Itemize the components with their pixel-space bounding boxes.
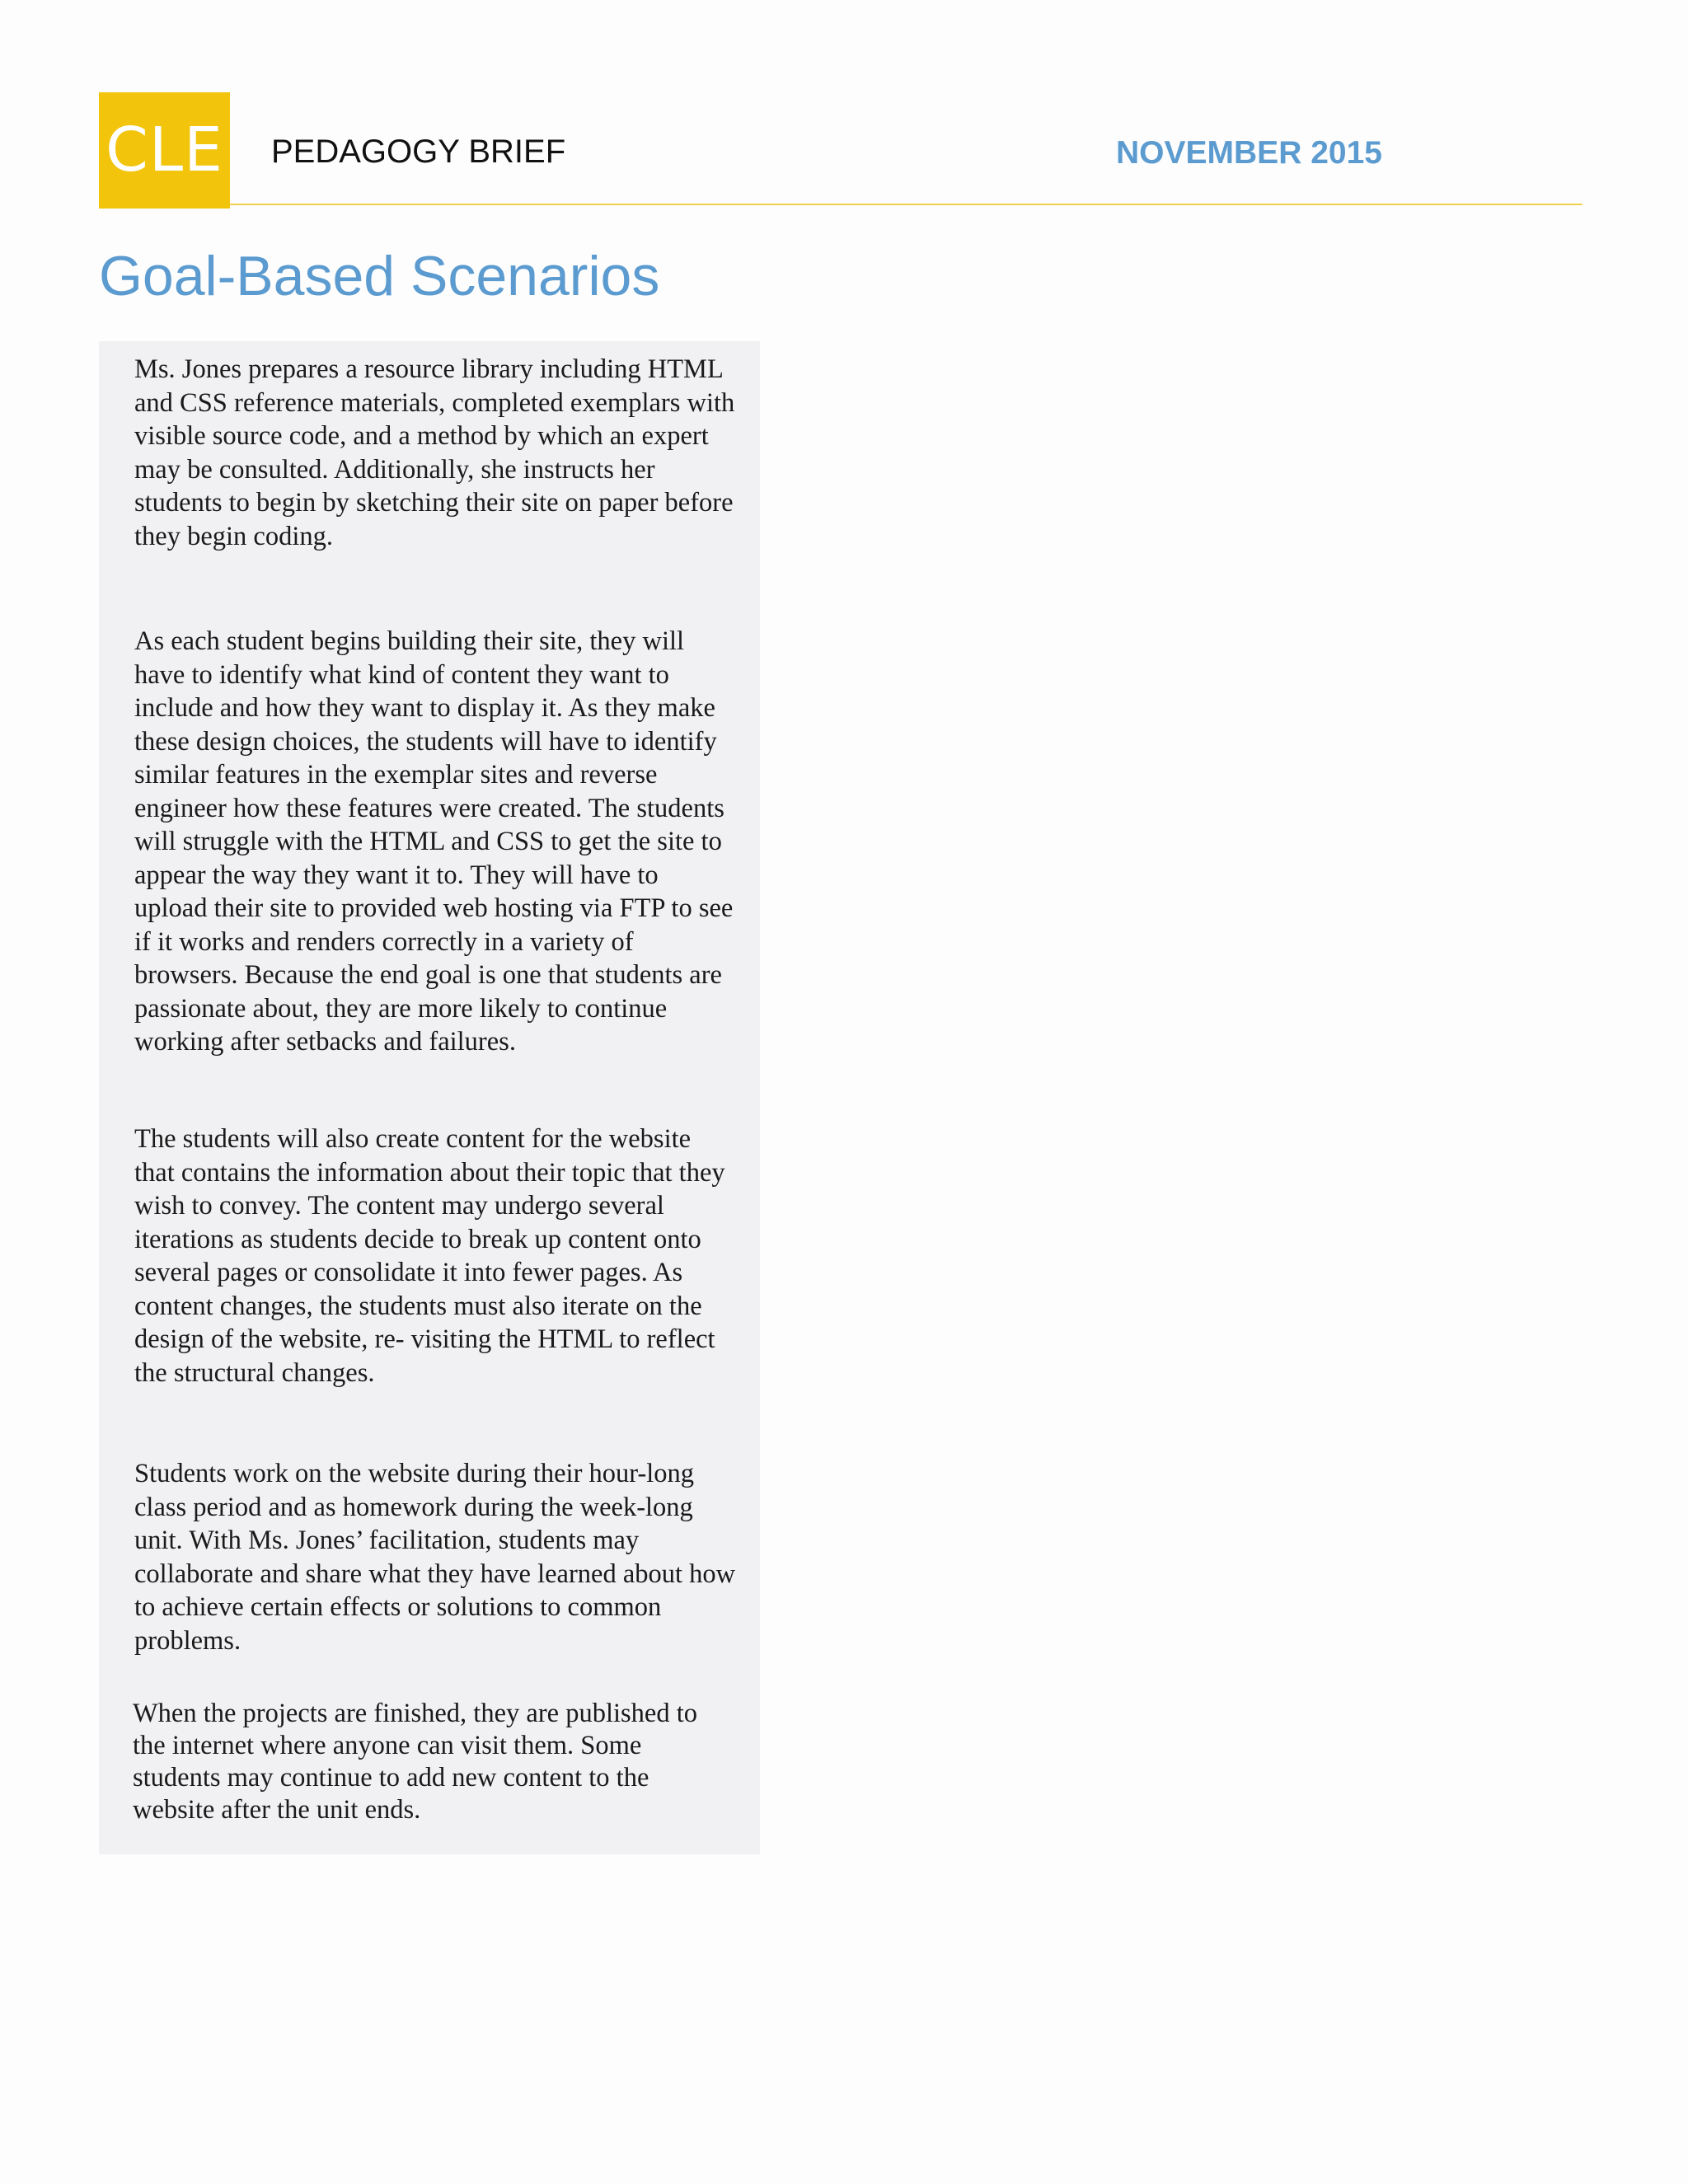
paragraph: Ms. Jones prepares a resource library including HTML and CSS reference materials, completed exemplars with visible source code, and a method by which an expert may be consulted. Additionally, she instructs her students to begin by sketching their site on paper before they begin coding.: [134, 354, 735, 551]
page-title: Goal-Based Scenarios: [99, 245, 660, 307]
paragraph: When the projects are finished, they are published to the internet where anyone can visit them. Some students may continue to add new content to the website after the unit ends.: [133, 1699, 697, 1825]
cle-logo: [99, 92, 230, 209]
header-divider: [230, 204, 1582, 205]
paragraph: As each student begins building their site, they will have to identify what kind of content they want to include and how they want to display it. As they make these design choices, the students will have to identify similar features in the exemplar sites and reverse engineer how these features were created. The students will struggle with the HTML and CSS to get the site to appear the way they want it to. They will have to upload their site to provided web hosting via FTP to see if it works and renders correctly in a variety of browsers. Because the end goal is one that students are passionate about, they are more likely to continue working after setbacks and failures.: [134, 626, 734, 1057]
issue-date: NOVEMBER 2015: [1116, 135, 1382, 171]
logo-text: CLE: [106, 114, 223, 185]
brief-label: PEDAGOGY BRIEF: [271, 134, 566, 170]
paragraph: Students work on the website during their hour-long class period and as homework during the week-long unit. With Ms. Jones’ facilitation, students may collaborate and share what they have learned about how to achieve certain effects or solutions to common problems.: [134, 1459, 736, 1656]
paragraph: The students will also create content for the website that contains the information about their topic that they wish to convey. The content may undergo several iterations as students decide to break up content onto several pages or consolidate it into fewer pages. As content changes, the students must also iterate on the design of the website, re- visiting the HTML to reflect the structural changes.: [134, 1124, 725, 1388]
